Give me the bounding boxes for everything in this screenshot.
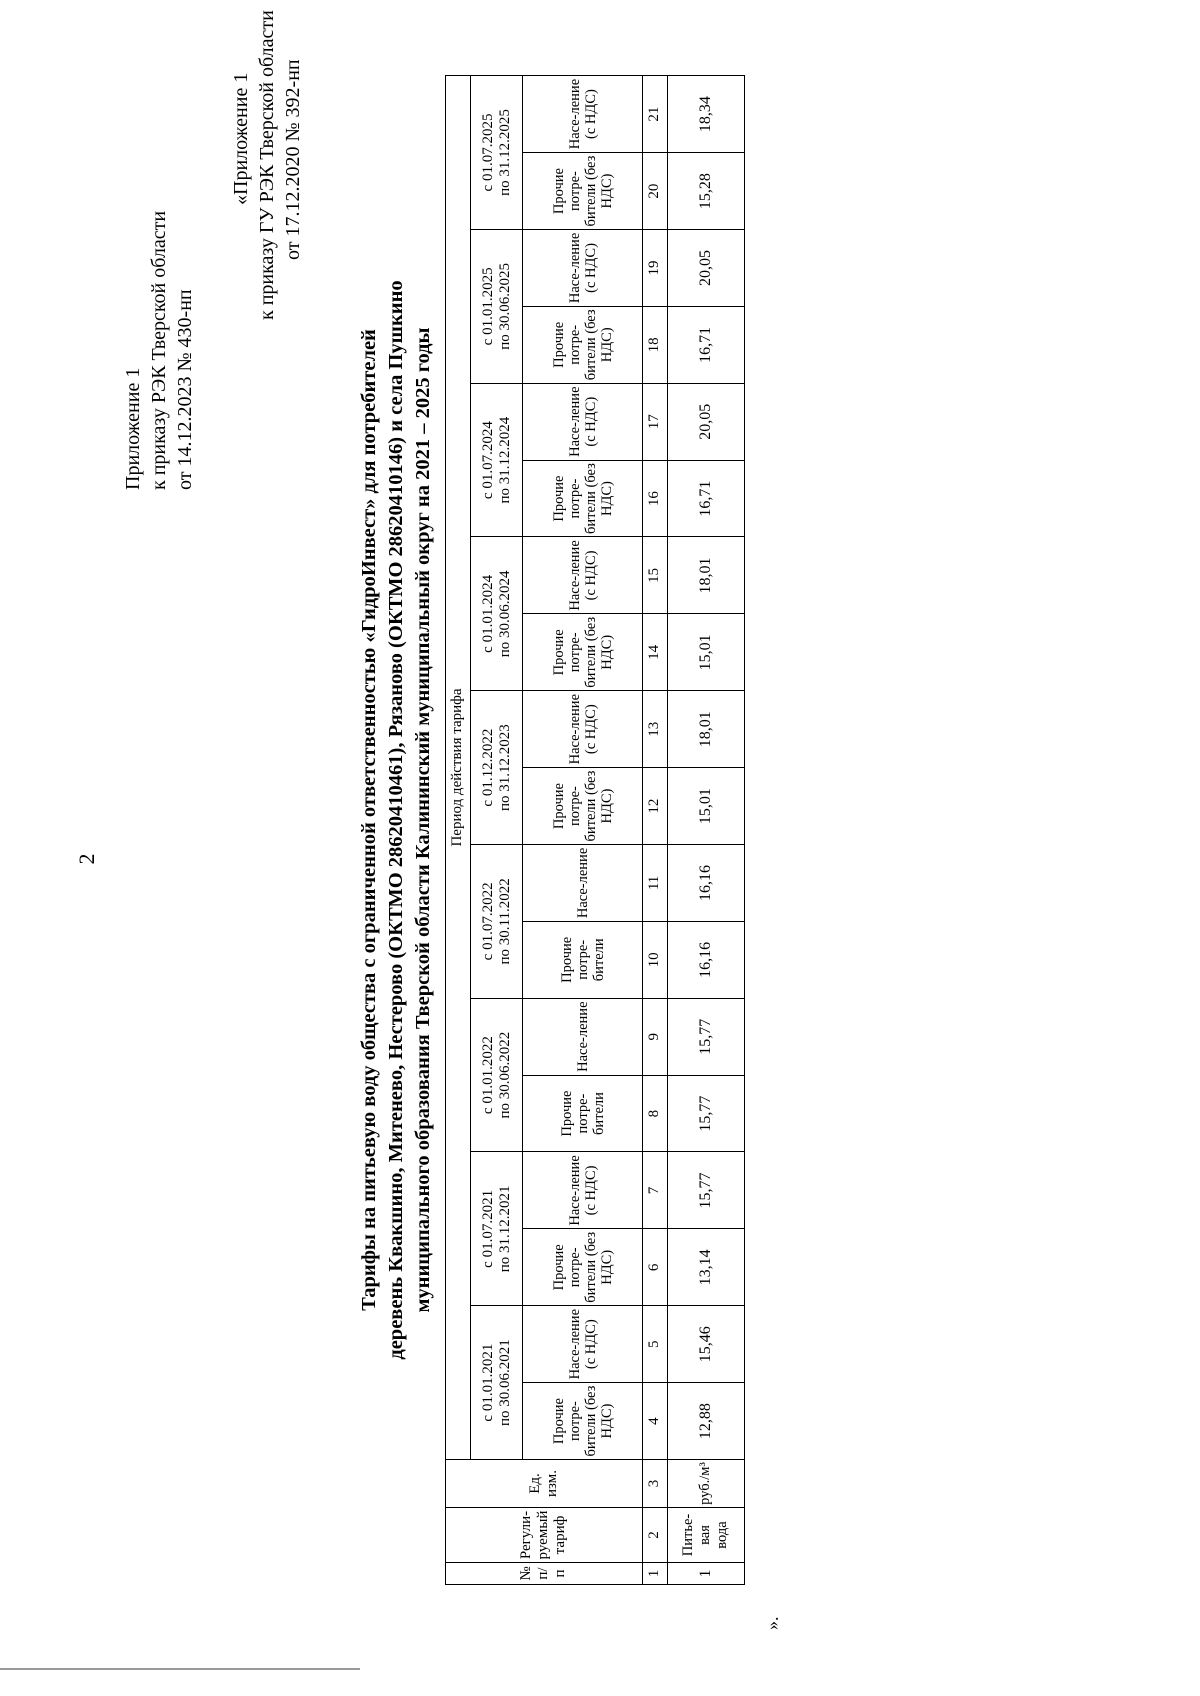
subheader-population: Насе-ление: [523, 845, 643, 922]
period-header: Период действия тарифа: [446, 76, 471, 1460]
tariff-table: [445, 75, 745, 1585]
col-number: 14: [642, 614, 667, 691]
col-number: 13: [642, 691, 667, 768]
subheader-other-consumers: Прочие потре-бители (без НДС): [523, 460, 643, 537]
subheader-population: Насе-ление (с НДС): [523, 230, 643, 307]
period-cell: с 01.07.2022 по 30.11.2022: [470, 845, 522, 999]
subheader-other-consumers: Прочие потре-бители (без НДС): [523, 1383, 643, 1460]
subheader-other-consumers: Прочие потре-бители (без НДС): [523, 1229, 643, 1306]
col-number: 10: [642, 921, 667, 998]
header-new-order: Приложение 1 к приказу РЭК Тверской области от 14.12.2023 № 430-нп: [122, 210, 196, 490]
scan-artifact-left: [0, 1668, 360, 1670]
tariff-value: 15,77: [667, 1152, 744, 1229]
subheader-population: Насе-ление (с НДС): [523, 76, 643, 153]
col-number: 20: [642, 153, 667, 230]
col-number: 7: [642, 1152, 667, 1229]
closing-quote: ».: [762, 1616, 782, 1630]
table-row: [667, 76, 744, 1585]
tariff-value: 13,14: [667, 1229, 744, 1306]
col-number: 15: [642, 537, 667, 614]
col-number: 12: [642, 768, 667, 845]
tariff-value: 15,77: [667, 998, 744, 1075]
subheader-population: Насе-ление (с НДС): [523, 691, 643, 768]
col-number: 6: [642, 1229, 667, 1306]
period-cell: с 01.07.2021 по 31.12.2021: [470, 1152, 522, 1306]
tariff-value: 15,46: [667, 1306, 744, 1383]
col-number: 8: [642, 1075, 667, 1152]
col-tariff-header: Регули-руемый тариф: [446, 1508, 643, 1563]
col-number: 21: [642, 76, 667, 153]
document-title: Тарифы на питьевую воду общества с ограниченной ответственностью «ГидроИнвест» для потребителей деревень Квакшино, Митенево, Нестерово (ОКТМО 28620410461), Рязаново (ОКТМО 28620410146) и села Пушкино муниципального образования Тверской области Калининский муниципальный округ на 2021 – 2025 годы: [358, 280, 434, 1360]
col-number: 9: [642, 998, 667, 1075]
period-cell: с 01.01.2024 по 30.06.2024: [470, 537, 522, 691]
col-unit-header: Ед. изм.: [446, 1460, 643, 1508]
tariff-value: 18,01: [667, 537, 744, 614]
tariff-value: 16,71: [667, 460, 744, 537]
subheader-population: Насе-ление (с НДС): [523, 383, 643, 460]
col-num-header: № п/п: [446, 1563, 643, 1585]
tariff-value: 12,88: [667, 1383, 744, 1460]
period-cell: с 01.01.2021 по 30.06.2021: [470, 1306, 522, 1460]
period-cell: с 01.07.2025 по 31.12.2025: [470, 76, 522, 230]
col-number: 18: [642, 306, 667, 383]
tariff-value: 18,01: [667, 691, 744, 768]
col-number: 11: [642, 845, 667, 922]
subheader-other-consumers: Прочие потре-бители: [523, 1075, 643, 1152]
col-number: 5: [642, 1306, 667, 1383]
subheader-population: Насе-ление: [523, 998, 643, 1075]
subheader-population: Насе-ление (с НДС): [523, 1306, 643, 1383]
row-unit: руб./м³: [667, 1460, 744, 1508]
tariff-value: 16,71: [667, 306, 744, 383]
subheader-other-consumers: Прочие потре-бители: [523, 921, 643, 998]
subheader-population: Насе-ление (с НДС): [523, 537, 643, 614]
col-number: 2: [642, 1508, 667, 1563]
header-old-order: «Приложение 1 к приказу ГУ РЭК Тверской области от 17.12.2020 № 392-нп: [230, 10, 304, 320]
col-number: 17: [642, 383, 667, 460]
col-number: 1: [642, 1563, 667, 1585]
row-number: 1: [667, 1563, 744, 1585]
subheader-other-consumers: Прочие потре-бители (без НДС): [523, 768, 643, 845]
row-tariff-name: Питье-вая вода: [667, 1508, 744, 1563]
tariff-value: 16,16: [667, 921, 744, 998]
page-number: 2: [74, 853, 99, 865]
subheader-other-consumers: Прочие потре-бители (без НДС): [523, 614, 643, 691]
tariff-value: 18,34: [667, 76, 744, 153]
subheader-population: Насе-ление (с НДС): [523, 1152, 643, 1229]
tariff-value: 20,05: [667, 230, 744, 307]
col-number: 4: [642, 1383, 667, 1460]
tariff-value: 16,16: [667, 845, 744, 922]
column-number-row: [642, 76, 667, 1585]
subheader-other-consumers: Прочие потре-бители (без НДС): [523, 153, 643, 230]
subheader-other-consumers: Прочие потре-бители (без НДС): [523, 306, 643, 383]
tariff-value: 15,01: [667, 768, 744, 845]
tariff-value: 20,05: [667, 383, 744, 460]
col-number: 16: [642, 460, 667, 537]
col-number: 19: [642, 230, 667, 307]
rotated-page-content: [110, 0, 830, 1640]
tariff-value: 15,28: [667, 153, 744, 230]
period-cell: с 01.12.2022 по 31.12.2023: [470, 691, 522, 845]
period-cell: с 01.01.2022 по 30.06.2022: [470, 998, 522, 1152]
tariff-value: 15,77: [667, 1075, 744, 1152]
col-number: 3: [642, 1460, 667, 1508]
period-cell: с 01.01.2025 по 30.06.2025: [470, 230, 522, 384]
period-cell: с 01.07.2024 по 31.12.2024: [470, 383, 522, 537]
tariff-value: 15,01: [667, 614, 744, 691]
